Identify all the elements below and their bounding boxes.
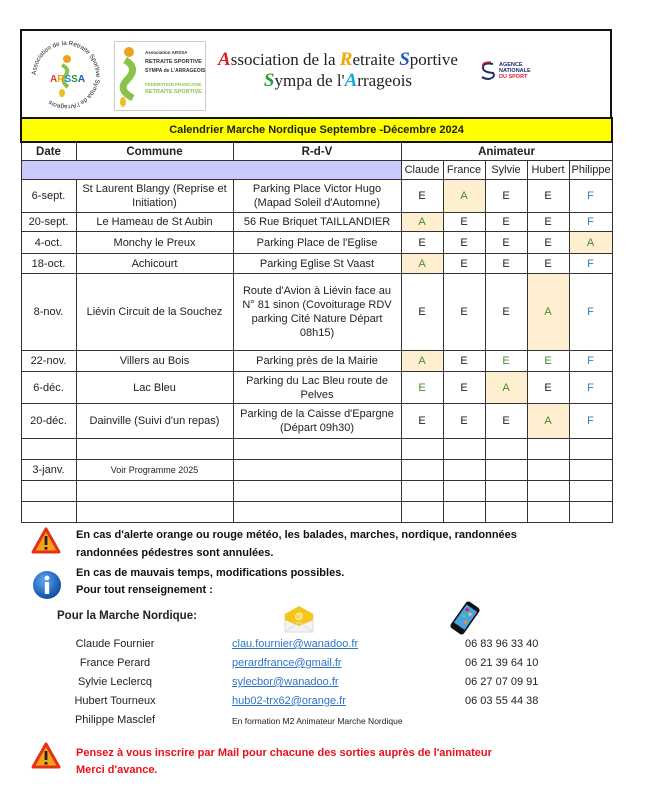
animateur-claude: Claude (401, 161, 443, 180)
table-row (21, 481, 612, 502)
cell-animateur-france: E (443, 274, 485, 351)
cell-animateur-sylvie: E (485, 404, 527, 439)
cell-animateur-hubert: E (527, 232, 569, 254)
contact-email-link[interactable]: sylecbor@wanadoo.fr (232, 676, 339, 688)
cell-animateur-france (443, 481, 485, 502)
table-row (21, 502, 612, 523)
contact-row (60, 714, 580, 733)
cell-animateur-sylvie: E (485, 274, 527, 351)
contact-email-link[interactable]: perardfrance@gmail.fr (232, 657, 342, 669)
cell-animateur-sylvie: E (485, 213, 527, 232)
cell-commune: Le Hameau de St Aubin (76, 213, 233, 232)
cell-date: 20-déc. (21, 404, 76, 439)
arssa-federation-logo (114, 41, 206, 111)
cell-animateur-sylvie (485, 439, 527, 460)
cell-animateur-france (443, 460, 485, 481)
cell-animateur-sylvie (485, 481, 527, 502)
cell-date: 20-sept. (21, 213, 76, 232)
cell-animateur-sylvie: E (485, 254, 527, 274)
contact-row (60, 638, 580, 657)
cell-animateur-france: E (443, 372, 485, 404)
cell-animateur-sylvie (485, 460, 527, 481)
title-text: etraite (352, 50, 400, 69)
cell-rdv: Parking près de la Mairie (233, 351, 401, 372)
cell-commune: Liévin Circuit de la Souchez (76, 274, 233, 351)
cell-date (21, 502, 76, 523)
cell-rdv (233, 502, 401, 523)
cell-animateur-sylvie: E (485, 351, 527, 372)
contact-phone: 06 27 07 09 91 (465, 676, 539, 688)
cell-animateur-sylvie: A (485, 372, 527, 404)
header-banner (20, 29, 612, 121)
association-title-line1 (208, 49, 468, 70)
cell-animateur-hubert (527, 439, 569, 460)
cell-animateur-france: E (443, 213, 485, 232)
calendar-title: Calendrier Marche Nordique Septembre -Décembre 2024 (21, 118, 612, 142)
warning-line-2: randonnées pédestres sont annulées. (76, 547, 274, 559)
cell-animateur-sylvie (485, 502, 527, 523)
contact-name: France Perard (79, 657, 151, 669)
smartphone-icon (446, 600, 484, 636)
table-row (21, 180, 612, 213)
info-line-1: En cas de mauvais temps, modifications possibles. (76, 567, 345, 579)
contact-name: Philippe Masclef (74, 714, 156, 726)
cell-animateur-sylvie: E (485, 180, 527, 213)
cell-animateur-claude: E (401, 180, 443, 213)
mail-envelope-icon (283, 604, 315, 634)
cell-animateur-philippe: F (569, 351, 612, 372)
cell-animateur-hubert (527, 460, 569, 481)
cell-animateur-claude: E (401, 372, 443, 404)
cell-animateur-claude: E (401, 404, 443, 439)
association-title (208, 49, 468, 91)
contact-name: Hubert Tourneux (74, 695, 156, 707)
contact-row (60, 676, 580, 695)
animateur-sylvie: Sylvie (485, 161, 527, 180)
cell-commune: Voir Programme 2025 (76, 460, 233, 481)
cell-date: 4-oct. (21, 232, 76, 254)
table-row (21, 254, 612, 274)
arssa-circle-logo (26, 35, 106, 115)
table-row (21, 351, 612, 372)
cell-rdv: Parking de la Caisse d'Epargne (Départ 09h30) (233, 404, 401, 439)
cell-animateur-hubert: E (527, 372, 569, 404)
warning-triangle-icon (31, 742, 61, 769)
table-row (21, 274, 612, 351)
cell-animateur-philippe: F (569, 274, 612, 351)
cell-animateur-france: E (443, 351, 485, 372)
cell-commune: Achicourt (76, 254, 233, 274)
cell-rdv (233, 481, 401, 502)
agence-nationale-sport-logo (480, 61, 550, 81)
contact-email-link[interactable]: clau.fournier@wanadoo.fr (232, 638, 359, 650)
cell-animateur-philippe (569, 481, 612, 502)
contact-phone: 06 21 39 64 10 (465, 657, 539, 669)
cell-commune (76, 481, 233, 502)
title-initial: A (344, 70, 358, 91)
cell-animateur-philippe (569, 502, 612, 523)
cell-commune (76, 502, 233, 523)
cell-animateur-hubert: E (527, 351, 569, 372)
cell-date: 6-déc. (21, 372, 76, 404)
ans-line: NATIONALE (499, 68, 531, 74)
cell-animateur-hubert: A (527, 404, 569, 439)
title-text: ympa de l' (274, 71, 345, 90)
cell-animateur-philippe: F (569, 213, 612, 232)
cell-animateur-claude (401, 502, 443, 523)
cell-date: 3-janv. (21, 460, 76, 481)
cell-date: 22-nov. (21, 351, 76, 372)
contact-section-title: Pour la Marche Nordique: (57, 610, 197, 622)
title-text: ssociation de la (230, 50, 340, 69)
title-initial: R (339, 49, 353, 70)
cell-animateur-philippe (569, 439, 612, 460)
cell-animateur-hubert: E (527, 254, 569, 274)
cell-animateur-claude: A (401, 351, 443, 372)
footer-reminder-line-1: Pensez à vous inscrire par Mail pour chacune des sorties auprès de l'animateur (76, 747, 492, 759)
cell-rdv: Parking Eglise St Vaast (233, 254, 401, 274)
cell-rdv: Parking Place de l'Eglise (233, 232, 401, 254)
contact-note: En formation M2 Animateur Marche Nordique (232, 716, 403, 726)
cell-animateur-hubert: E (527, 180, 569, 213)
contact-name: Sylvie Leclercq (78, 676, 152, 688)
calendar-rows (21, 180, 612, 523)
cell-animateur-hubert (527, 502, 569, 523)
title-text: rrageois (357, 71, 413, 90)
col-header-rdv: R-d-V (233, 142, 401, 161)
cell-date (21, 481, 76, 502)
footer-reminder-line-2: Merci d'avance. (76, 764, 158, 776)
cell-animateur-philippe: F (569, 404, 612, 439)
cell-commune: Dainville (Suivi d'un repas) (76, 404, 233, 439)
ans-line: AGENCE (499, 62, 523, 68)
cell-animateur-france: E (443, 232, 485, 254)
cell-animateur-hubert: A (527, 274, 569, 351)
cell-date: 6-sept. (21, 180, 76, 213)
svg-text:Association de la Retraite Spo: Association de la Retraite Sportive Sympa de l'Arrageois (30, 39, 102, 111)
logo-line: Association ARSSA (145, 50, 188, 55)
cell-date: 8-nov. (21, 274, 76, 351)
cell-animateur-claude: E (401, 274, 443, 351)
cell-animateur-philippe: F (569, 372, 612, 404)
cell-animateur-france (443, 439, 485, 460)
warning-triangle-icon (31, 527, 61, 554)
animateur-hubert: Hubert (527, 161, 569, 180)
cell-animateur-hubert: E (527, 213, 569, 232)
col-header-commune: Commune (76, 142, 233, 161)
logo-line: SYMPA de L'ARRAGEOIS (145, 68, 206, 74)
contact-phone: 06 83 96 33 40 (465, 638, 539, 650)
contact-email-link[interactable]: hub02-trx62@orange.fr (232, 695, 346, 707)
title-text: portive (409, 50, 458, 69)
title-initial: S (263, 70, 275, 91)
title-initial: S (399, 49, 410, 70)
cell-commune: Monchy le Preux (76, 232, 233, 254)
cell-animateur-claude (401, 439, 443, 460)
cell-rdv: Parking Place Victor Hugo (Mapad Soleil d'Automne) (233, 180, 401, 213)
animateur-philippe: Philippe (569, 161, 612, 180)
cell-animateur-france: E (443, 254, 485, 274)
table-row (21, 460, 612, 481)
col-header-date: Date (21, 142, 76, 161)
ans-line: DU SPORT (499, 74, 528, 80)
cell-commune (76, 439, 233, 460)
cell-animateur-sylvie: E (485, 232, 527, 254)
cell-animateur-claude: A (401, 213, 443, 232)
cell-animateur-hubert (527, 481, 569, 502)
cell-animateur-france: A (443, 180, 485, 213)
contact-name: Claude Fournier (75, 638, 155, 650)
cell-date: 18-oct. (21, 254, 76, 274)
cell-animateur-france (443, 502, 485, 523)
table-row (21, 232, 612, 254)
cell-commune: Villers au Bois (76, 351, 233, 372)
animateur-france: France (443, 161, 485, 180)
cell-commune: Lac Bleu (76, 372, 233, 404)
table-row (21, 404, 612, 439)
cell-rdv: 56 Rue Briquet TAILLANDIER (233, 213, 401, 232)
table-row (21, 372, 612, 404)
runner-figure-icon (115, 42, 145, 110)
association-title-line2 (208, 70, 468, 91)
logo-line: RETRAITE SPORTIVE (145, 89, 202, 95)
contact-list (60, 638, 580, 733)
contact-row (60, 657, 580, 676)
cell-commune: St Laurent Blangy (Reprise et Initiation) (76, 180, 233, 213)
table-row (21, 213, 612, 232)
cell-rdv (233, 439, 401, 460)
cell-rdv: Route d'Avion à Liévin face au N° 81 sinon (Covoiturage RDV parking Cité Nature Départ 08h15) (233, 274, 401, 351)
info-icon (32, 570, 62, 600)
svg-text:@: @ (294, 611, 304, 621)
logo-line: FEDERATION FRANCAISE (145, 82, 202, 87)
cell-animateur-philippe: A (569, 232, 612, 254)
cell-animateur-claude (401, 481, 443, 502)
calendar-table (20, 117, 613, 523)
cell-rdv (233, 460, 401, 481)
title-initial: A (218, 49, 231, 70)
ans-s-icon (480, 61, 496, 81)
contact-phone: 06 03 55 44 38 (465, 695, 539, 707)
col-header-animateur: Animateur (401, 142, 612, 161)
cell-rdv: Parking du Lac Bleu route de Pelves (233, 372, 401, 404)
cell-animateur-philippe (569, 460, 612, 481)
contact-row (60, 695, 580, 714)
cell-animateur-claude (401, 460, 443, 481)
arssa-circle-logo-icon (26, 35, 106, 115)
cell-animateur-philippe: F (569, 254, 612, 274)
svg-text:ARSSA: ARSSA (50, 74, 86, 85)
cell-animateur-claude: E (401, 232, 443, 254)
table-row (21, 439, 612, 460)
logo-line: RETRAITE SPORTIVE (145, 59, 202, 65)
cell-date (21, 439, 76, 460)
cell-animateur-claude: A (401, 254, 443, 274)
subheader-spacer (21, 161, 401, 180)
cell-animateur-philippe: F (569, 180, 612, 213)
warning-line-1: En cas d'alerte orange ou rouge météo, les balades, marches, nordique, randonnées (76, 529, 517, 541)
cell-animateur-france: E (443, 404, 485, 439)
info-line-2: Pour tout renseignement : (76, 584, 213, 596)
